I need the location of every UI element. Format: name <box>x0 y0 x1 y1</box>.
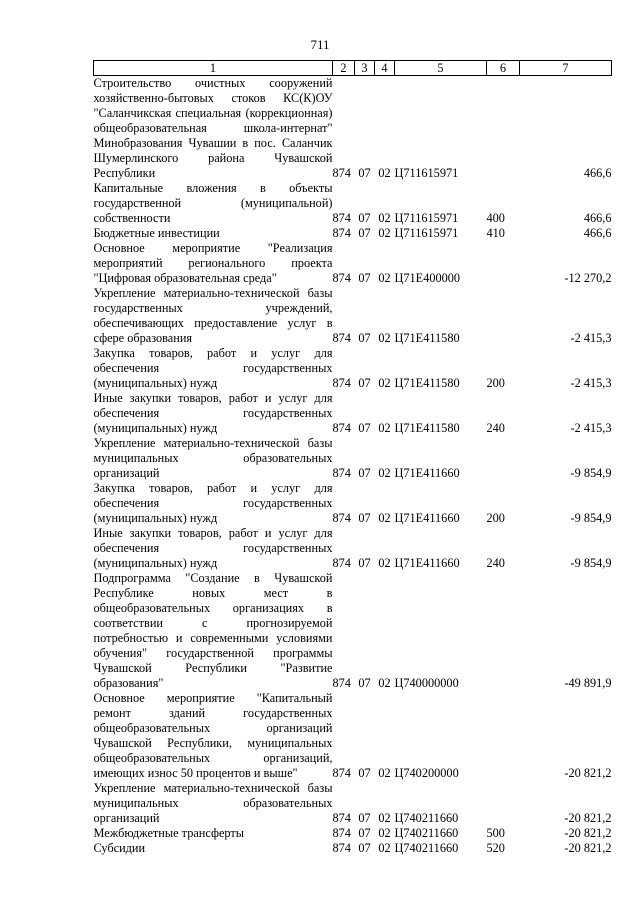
table-row <box>94 691 612 781</box>
row-admin-code: 874 <box>332 211 351 225</box>
row-section: 07 <box>358 376 371 390</box>
row-subsection: 02 <box>378 271 391 285</box>
row-admin-code: 874 <box>332 811 351 825</box>
table-row <box>94 346 612 391</box>
row-description: Основное мероприятие "Капитальный ремонт зданий государственных общеобразовательных организаций Чувашской Республики, муниципальных общеобразовательных организаций, имеющих износ 50 процентов и выше" <box>93 691 333 780</box>
row-description: Укрепление материально-технической базы муниципальных образовательных организаций <box>93 436 333 480</box>
table-row <box>94 481 612 526</box>
row-section: 07 <box>358 466 371 480</box>
row-section: 07 <box>358 841 371 855</box>
row-amount: -20 821,2 <box>564 811 612 825</box>
row-description: Закупка товаров, работ и услуг для обеспечения государственных (муниципальных) нужд <box>93 481 333 525</box>
row-expense-type <box>487 571 520 691</box>
row-description: Иные закупки товаров, работ и услуг для обеспечения государственных (муниципальных) нужд <box>93 526 333 570</box>
row-target-article: Ц711615971 <box>394 226 459 240</box>
row-subsection: 02 <box>378 511 391 525</box>
header-row <box>94 61 612 76</box>
row-description: Основное мероприятие "Реализация мероприятий регионального проекта "Цифровая образовательная среда" <box>93 241 333 285</box>
row-admin-code: 874 <box>332 511 351 525</box>
row-section: 07 <box>358 766 371 780</box>
row-amount: -9 854,9 <box>570 466 612 480</box>
row-amount: -49 891,9 <box>564 676 612 690</box>
row-section: 07 <box>358 226 371 240</box>
table-row <box>94 181 612 226</box>
column-header: 3 <box>355 61 375 76</box>
table-body <box>94 76 612 857</box>
table-row <box>94 226 612 241</box>
row-subsection: 02 <box>378 841 391 855</box>
row-expense-type <box>487 286 520 346</box>
row-expense-type: 500 <box>486 826 505 840</box>
column-header: 1 <box>94 61 333 76</box>
row-target-article: Ц71Е411660 <box>394 511 460 525</box>
row-target-article: Ц740211660 <box>394 826 459 840</box>
row-section: 07 <box>358 826 371 840</box>
row-expense-type <box>487 691 520 781</box>
row-description: Укрепление материально-технической базы муниципальных образовательных организаций <box>93 781 333 825</box>
row-subsection: 02 <box>378 466 391 480</box>
row-admin-code: 874 <box>332 466 351 480</box>
row-subsection: 02 <box>378 811 391 825</box>
row-target-article: Ц740000000 <box>394 676 459 690</box>
row-subsection: 02 <box>378 421 391 435</box>
table-row <box>94 241 612 286</box>
row-expense-type: 240 <box>486 556 505 570</box>
row-amount: -2 415,3 <box>570 331 612 345</box>
row-admin-code: 874 <box>332 226 351 240</box>
row-expense-type <box>487 76 520 182</box>
row-admin-code: 874 <box>332 421 351 435</box>
row-subsection: 02 <box>378 211 391 225</box>
row-section: 07 <box>358 511 371 525</box>
table-row <box>94 391 612 436</box>
row-amount: 466,6 <box>583 211 612 225</box>
row-subsection: 02 <box>378 166 391 180</box>
row-amount: -20 821,2 <box>564 841 612 855</box>
row-admin-code: 874 <box>332 271 351 285</box>
table-header <box>94 61 612 76</box>
budget-table <box>93 60 612 856</box>
row-amount: -20 821,2 <box>564 826 612 840</box>
row-admin-code: 874 <box>332 676 351 690</box>
row-target-article: Ц740211660 <box>394 811 459 825</box>
row-admin-code: 874 <box>332 331 351 345</box>
row-amount: -2 415,3 <box>570 376 612 390</box>
row-description: Межбюджетные трансферты <box>93 826 245 840</box>
row-subsection: 02 <box>378 331 391 345</box>
row-target-article: Ц71Е411580 <box>394 421 460 435</box>
row-section: 07 <box>358 421 371 435</box>
row-amount: -2 415,3 <box>570 421 612 435</box>
row-section: 07 <box>358 811 371 825</box>
table-row <box>94 571 612 691</box>
row-amount: -9 854,9 <box>570 511 612 525</box>
row-admin-code: 874 <box>332 826 351 840</box>
row-expense-type <box>487 436 520 481</box>
column-header: 4 <box>375 61 395 76</box>
row-admin-code: 874 <box>332 556 351 570</box>
row-subsection: 02 <box>378 826 391 840</box>
row-section: 07 <box>358 556 371 570</box>
row-target-article: Ц71Е400000 <box>394 271 461 285</box>
column-header: 2 <box>333 61 355 76</box>
row-admin-code: 874 <box>332 166 351 180</box>
row-section: 07 <box>358 211 371 225</box>
table-row <box>94 781 612 826</box>
table-row <box>94 76 612 182</box>
column-header: 6 <box>487 61 520 76</box>
row-amount: -20 821,2 <box>564 766 612 780</box>
row-admin-code: 874 <box>332 841 351 855</box>
row-amount: -9 854,9 <box>570 556 612 570</box>
row-section: 07 <box>358 331 371 345</box>
row-description: Закупка товаров, работ и услуг для обеспечения государственных (муниципальных) нужд <box>93 346 333 390</box>
row-target-article: Ц711615971 <box>394 211 459 225</box>
row-expense-type: 520 <box>486 841 505 855</box>
row-expense-type: 200 <box>486 511 505 525</box>
row-target-article: Ц71Е411660 <box>394 556 460 570</box>
row-expense-type: 410 <box>486 226 505 240</box>
row-subsection: 02 <box>378 676 391 690</box>
row-expense-type <box>487 781 520 826</box>
row-description: Субсидии <box>93 841 146 855</box>
table-row <box>94 526 612 571</box>
row-expense-type: 200 <box>486 376 505 390</box>
row-description: Укрепление материально-технической базы государственных учреждений, обеспечивающих предоставление услуг в сфере образования <box>93 286 333 345</box>
row-description: Капитальные вложения в объекты государственной (муниципальной) собственности <box>93 181 333 225</box>
row-amount: 466,6 <box>583 226 612 240</box>
table-row <box>94 841 612 856</box>
row-description: Бюджетные инвестиции <box>93 226 220 240</box>
row-target-article: Ц71Е411580 <box>394 376 460 390</box>
row-target-article: Ц740211660 <box>394 841 459 855</box>
row-subsection: 02 <box>378 556 391 570</box>
row-section: 07 <box>358 166 371 180</box>
row-amount: 466,6 <box>583 166 612 180</box>
row-expense-type <box>487 241 520 286</box>
table-row <box>94 826 612 841</box>
table-row <box>94 286 612 346</box>
row-admin-code: 874 <box>332 376 351 390</box>
column-header: 5 <box>395 61 487 76</box>
row-section: 07 <box>358 676 371 690</box>
row-subsection: 02 <box>378 376 391 390</box>
column-header: 7 <box>520 61 612 76</box>
table-row <box>94 436 612 481</box>
row-section: 07 <box>358 271 371 285</box>
row-expense-type: 240 <box>486 421 505 435</box>
page-number: 711 <box>310 37 330 52</box>
row-target-article: Ц71Е411580 <box>394 331 460 345</box>
row-description: Подпрограмма "Создание в Чувашской Республике новых мест в общеобразовательных организациях в соответствии с прогнозируемой потребностью и современными условиями обучения" государственной программы Чувашской Республики "Развитие образования" <box>93 571 333 690</box>
row-target-article: Ц71Е411660 <box>394 466 460 480</box>
row-admin-code: 874 <box>332 766 351 780</box>
row-expense-type: 400 <box>486 211 505 225</box>
row-description: Строительство очистных сооружений хозяйственно-бытовых стоков КС(К)ОУ "Саланчикская специальная (коррекционная) общеобразовательная школа-интернат" Минобразования Чувашии в пос. Саланчик Шумерлинского района Чувашской Республики <box>93 76 333 180</box>
row-description: Иные закупки товаров, работ и услуг для обеспечения государственных (муниципальных) нужд <box>93 391 333 435</box>
row-subsection: 02 <box>378 766 391 780</box>
row-target-article: Ц740200000 <box>394 766 459 780</box>
row-target-article: Ц711615971 <box>394 166 459 180</box>
row-amount: -12 270,2 <box>564 271 612 285</box>
row-subsection: 02 <box>378 226 391 240</box>
